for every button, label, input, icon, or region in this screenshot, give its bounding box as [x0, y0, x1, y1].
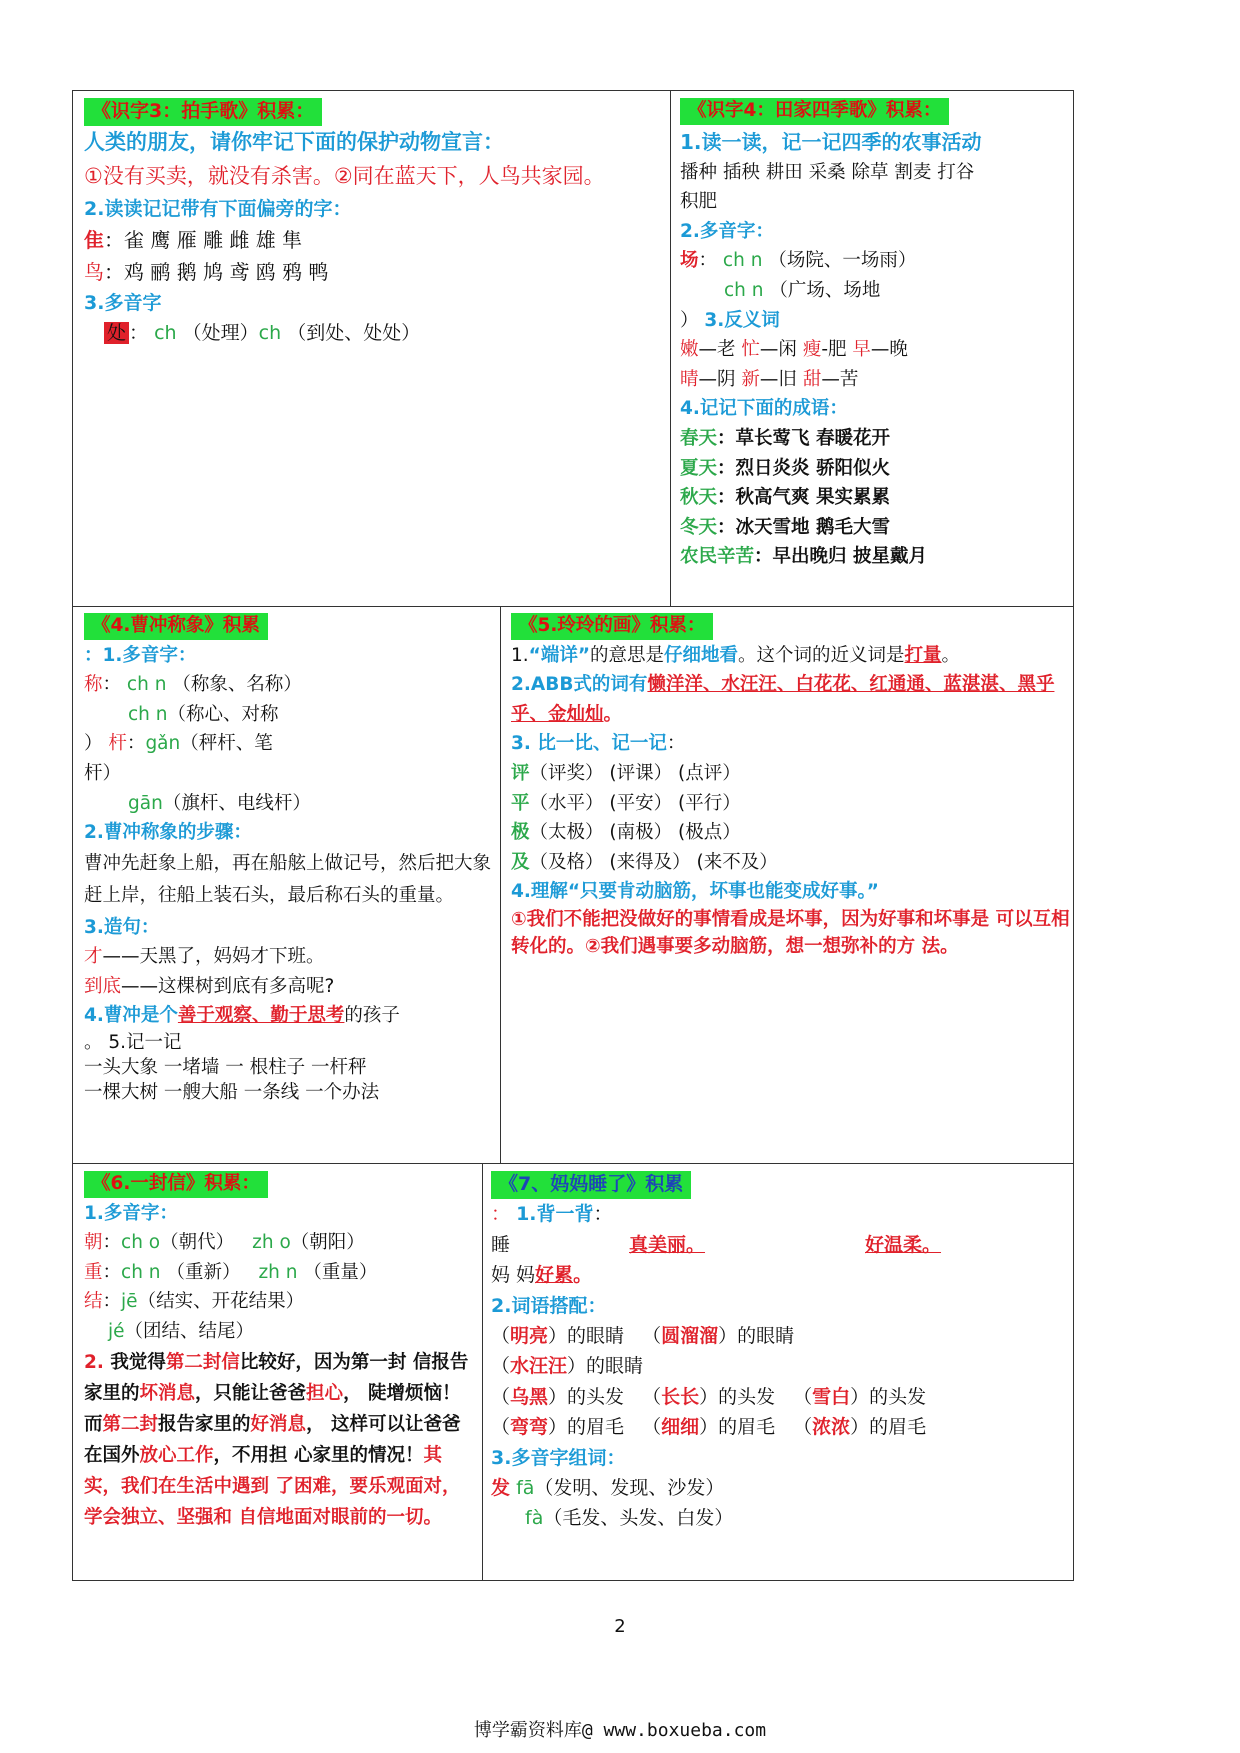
- section-heading: 人类的朋友，请你牢记下面的保护动物宣言：: [84, 130, 504, 155]
- section-heading: ： 1.背一背：: [491, 1203, 613, 1226]
- section-title: 《7、妈妈睡了》积累: [491, 1171, 691, 1199]
- section-title: 《5.玲玲的画》积累：: [511, 613, 713, 640]
- sentence-row: 到底——这棵树到底有多高呢?: [84, 975, 335, 997]
- section-heading: 4.理解“只要肯动脑筋，坏事也能变成好事。”: [511, 881, 879, 903]
- page-number: 2: [614, 1616, 626, 1637]
- section-heading: 。 5.记一记: [84, 1031, 182, 1053]
- polyphone-row: 处 ： ch （处理）ch （到处、处处）: [84, 318, 664, 348]
- polyphone-row: jé（团结、结尾）: [108, 1320, 255, 1342]
- polyphone-row: ch n （广场、场地: [724, 279, 881, 301]
- measure-words: 一棵大树 一艘大船 一条线 一个办法: [84, 1081, 380, 1103]
- polyphone-row: gān（旗杆、电线杆）: [128, 792, 311, 814]
- polyphone-row: 场： ch n （场院、一场雨）: [680, 250, 917, 272]
- section-heading: 4.记记下面的成语：: [680, 398, 848, 420]
- declaration: ①没有买卖，就没有杀害。②同在蓝天下，人鸟共家园。: [84, 163, 605, 188]
- idiom-row: 夏天：烈日炎炎 骄阳似火: [680, 457, 890, 479]
- section-heading: 3. 比一比、记一记：: [511, 733, 686, 755]
- section-title: 《识字4：田家四季歌》积累：: [680, 98, 949, 125]
- recite-row: 睡 真美丽。 好温柔。: [491, 1233, 942, 1256]
- cell-mama: [491, 1169, 1071, 1579]
- section-heading: ：1.多音字：: [84, 644, 197, 666]
- table-divider-middle: [500, 606, 501, 1164]
- section-title: 《6.一封信》积累：: [84, 1171, 268, 1198]
- polyphone-row: 发 fā（发明、发现、沙发）: [491, 1476, 725, 1499]
- compare-row: 及（及格） (来得及） (来不及）: [511, 851, 778, 873]
- polyphone-row: ） 杆：gǎn（秤杆、笔: [84, 733, 273, 755]
- collocation-row: （明亮）的眼睛 （圆溜溜）的眼睛: [491, 1324, 795, 1347]
- polyphone-row: 朝：ch o（朝代） zh o（朝阳）: [84, 1232, 365, 1254]
- section-title: 《4.曹冲称象》积累: [84, 613, 268, 640]
- section-heading: ） 3.反义词: [680, 309, 780, 331]
- compare-row: 极（太极） (南极） (极点）: [511, 822, 741, 844]
- cell-shizi4: [680, 96, 1070, 604]
- collocation-row: （乌黑）的头发 （长长）的头发 （雪白）的头发: [491, 1385, 927, 1408]
- section-heading: 4.曹冲是个善于观察、勤于思考的孩子: [84, 1005, 400, 1027]
- polyphone-row: 称： ch n （称象、名称）: [84, 674, 302, 696]
- collocation-row: （水汪汪）的眼睛: [491, 1355, 644, 1378]
- opinion-paragraph: 2. 我觉得第二封信比较好，因为第一封 信报告家里的坏消息，只能让爸爸担心， 陡增烦恼！而第二封报告家里的好消息， 这样可以让爸爸在国外放心工作，不用担 心家里的情况！其实，我们在生活中遇到 了困难，要乐观面对，学会独立、坚强和 自信地面对眼前的一切。: [84, 1351, 469, 1528]
- idiom-row: 冬天：冰天雪地 鹅毛大雪: [680, 516, 890, 538]
- polyphone-row: 重：ch n （重新） zh n （重量）: [84, 1261, 378, 1283]
- cell-letter: [84, 1169, 478, 1579]
- section-heading: 2.读读记记带有下面偏旁的字：: [84, 197, 352, 220]
- section-title: 《识字3：拍手歌》积累：: [84, 98, 322, 126]
- section-heading: 2.词语搭配：: [491, 1294, 607, 1317]
- sentence-row: 才——天黑了，妈妈才下班。: [84, 946, 325, 968]
- section-heading: 3.多音字组词：: [491, 1446, 626, 1469]
- section-heading: 2.多音字：: [680, 220, 774, 242]
- answer-paragraph: ①我们不能把没做好的事情看成是坏事，因为好事和坏事是 可以互相转化的。②我们遇事要多动脑筋，想一想弥补的方 法。: [511, 908, 1070, 957]
- footer-watermark: 博学霸资料库@ www.boxueba.com: [473, 1720, 767, 1741]
- measure-words: 一头大象 一堵墙 一 根柱子 一杆秤: [84, 1056, 367, 1078]
- abb-words: 2.ABB式的词有懒洋洋、水汪汪、白花花、红通通、蓝湛湛、黑乎乎、金灿灿。: [511, 674, 1055, 725]
- table-divider-top: [670, 90, 671, 607]
- section-heading: 3.造句：: [84, 916, 160, 938]
- idiom-row: 农民辛苦：早出晚归 披星戴月: [680, 546, 927, 568]
- compare-row: 评（评奖） (评课） (点评）: [511, 762, 741, 784]
- section-heading: 1.多音字：: [84, 1202, 178, 1224]
- antonym-row: 晴—阴 新—旧 甜—苦: [680, 368, 859, 390]
- table-divider-bottom: [482, 1163, 483, 1581]
- polyphone-row: 结：jē（结实、开花结果）: [84, 1291, 305, 1313]
- radical-row: 隹：雀 鹰 雁 雕 雌 雄 隼: [84, 227, 303, 252]
- text-line: 1.“端详”的意思是仔细地看。这个词的近义词是打量。: [511, 644, 961, 666]
- text-line: 杆）: [84, 762, 122, 784]
- text-line: 播种 插秧 耕田 采桑 除草 割麦 打谷: [680, 161, 975, 183]
- recite-row: 妈 妈好累。: [491, 1264, 593, 1287]
- collocation-row: （弯弯）的眉毛 （细细）的眉毛 （浓浓）的眉毛: [491, 1416, 927, 1439]
- polyphone-row: fà（毛发、头发、白发）: [525, 1507, 734, 1530]
- text-line: 积肥: [680, 191, 718, 213]
- cell-lingling: [511, 611, 1070, 1161]
- cell-shizi3: [84, 96, 664, 601]
- idiom-row: 秋天：秋高气爽 果实累累: [680, 487, 890, 509]
- steps-paragraph: 曹冲先赶象上船，再在船舷上做记号，然后把大象赶上岸，往船上装石头，最后称石头的重量。: [84, 852, 492, 907]
- section-heading: 2.曹冲称象的步骤：: [84, 822, 252, 844]
- radical-row: 鸟：鸡 鹂 鹅 鸠 鸢 鸥 鸦 鸭: [84, 259, 329, 284]
- cell-caochong: [84, 611, 496, 1161]
- section-heading: 1.读一读，记一记四季的农事活动: [680, 129, 982, 154]
- compare-row: 平（水平） (平安） (平行）: [511, 792, 741, 814]
- section-heading: 3.多音字: [84, 291, 162, 314]
- polyphone-row: ch n（称心、对称: [128, 703, 279, 725]
- antonym-row: 嫩—老 忙—闲 瘦-肥 早—晚: [680, 339, 908, 361]
- idiom-row: 春天：草长莺飞 春暖花开: [680, 427, 890, 449]
